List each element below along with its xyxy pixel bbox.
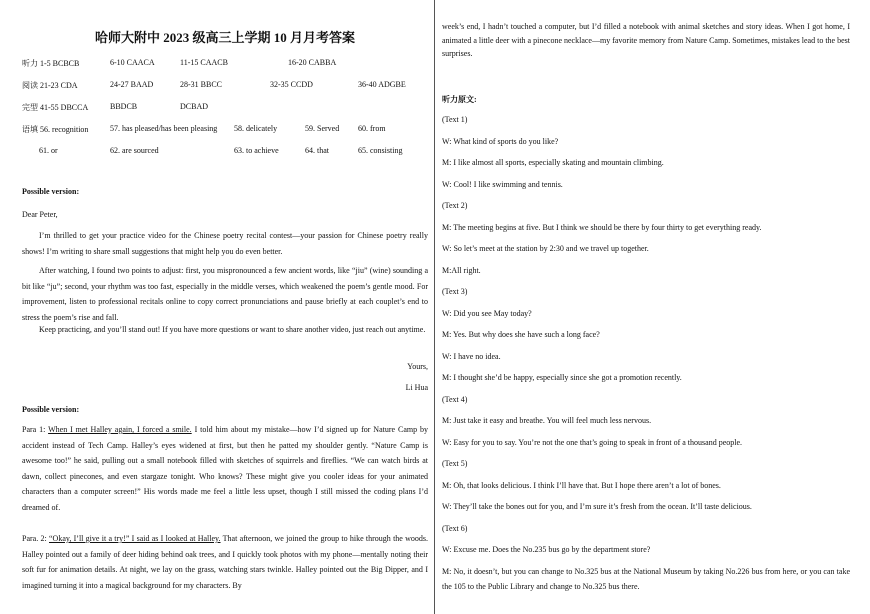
answers-grammar-2 [22,146,428,160]
right-column [442,0,850,614]
story-continuation: week’s end, I hadn’t touched a computer, but I’d filled a notebook with animal sketches and story ideas. When I got home, I animated a little deer with a pinecone necklace—my favorite memory from Nature Camp. Sometimes, mistakes lead to the best surprises. [442,22,850,58]
answer-cell: 65. consisting [358,146,403,155]
letter-salutation: Dear Peter, [22,210,58,219]
answer-cell: 阅读 21-23 CDA [22,81,78,90]
letter-paragraph: I’m thrilled to get your practice video for the Chinese poetry recital contest—your passion for Chinese poetry really shows! I’m writing to share small suggestions that might help you do even better. [22,231,428,256]
answer-cell: 36-40 ADGBE [358,80,406,89]
transcript-line: W: Cool! I like swimming and tennis. [442,179,563,189]
transcript-line: M: No, it doesn’t, but you can change to No.325 bus at the National Museum by taking No.226 bus from here, or you can take the 105 to the Public Library and change to No.325 bus there. [442,567,850,591]
transcript-line: W: So let’s meet at the station by 2:30 and we travel up together. [442,244,649,253]
answers-reading [22,80,428,94]
answer-cell: 语填 56. recognition [22,125,89,134]
transcript-heading: 听力原文: [442,95,477,104]
section-heading: Possible version: [22,187,80,196]
answer-cell: 64. that [305,146,329,155]
answer-cell: BBDCB [110,102,138,111]
answer-cell: 完型 41-55 DBCCA [22,103,89,112]
answers-cloze [22,102,428,116]
answer-cell: 61. or [39,146,58,155]
section-heading: Possible version: [22,405,80,414]
answer-cell: 11-15 CAACB [180,58,228,67]
answer-cell: 6-10 CAACA [110,58,155,67]
story-paragraph [22,422,428,515]
given-sentence: When I met Halley again, I forced a smile. [48,425,192,434]
transcript-line: (Text 3) [442,287,468,296]
answer-cell: 60. from [358,124,386,133]
answer-cell: 28-31 BBCC [180,80,223,89]
page-title: 哈师大附中 2023 级高三上学期 10 月月考答案 [94,30,355,45]
transcript-line: W: What kind of sports do you like? [442,136,559,146]
answers-listening [22,58,428,72]
answer-cell: 57. has pleased/has been pleasing [110,124,218,133]
transcript-line: M: I thought she’d be happy, especially since she got a promotion recently. [442,373,682,382]
transcript-line: M: Oh, that looks delicious. I think I’ll have that. But I hope there aren’t a lot of bones. [442,480,721,490]
left-column [22,0,428,614]
letter-paragraph: Keep practicing, and you’ll stand out! If you have more questions or want to share another video, just reach out anytime. [39,325,426,334]
letter-closing: Yours, [407,362,428,371]
answer-cell: 听力 1-5 BCBCB [22,59,80,68]
transcript-line: (Text 1) [442,115,468,124]
transcript-line: W: They’ll take the bones out for you, and I’m sure it’s fresh from the ocean. It’ll taste delicious. [442,502,752,511]
para-lead: Para. 2: [22,534,49,543]
answers-grammar-1 [22,124,428,138]
column-divider [434,0,435,614]
transcript-line: (Text 4) [442,394,468,404]
para-lead: Para 1: [22,425,49,434]
answer-cell: 63. to achieve [234,146,279,155]
transcript-line: W: I have no idea. [442,351,501,361]
answer-cell: 24-27 BAAD [110,80,154,89]
transcript-line: M: Yes. But why does she have such a long face? [442,330,600,339]
transcript-line: (Text 5) [442,459,468,468]
transcript-line: (Text 2) [442,201,468,210]
answer-cell: 32-35 CCDD [270,80,313,89]
transcript-line: W: Excuse me. Does the No.235 bus go by the department store? [442,545,651,554]
transcript-line: (Text 6) [442,523,468,533]
para-body: That afternoon, we joined the group to hike through the woods. Halley pointed out a family of deer hiding behind oak trees, and I quickly took photos with my phone—mentally noting their soft fur for animation details. At night, we lay on the grass, watching stars twinkle. Halley pointed out the Big Dipper, and I imagined turning it into a magical background for my characters. By [22,534,429,590]
para-body: I told him about my mistake—how I’d signed up for Nature Camp by accident instead of Tech Camp. Halley’s eyes widened at first, but then he patted my shoulder gently. “Nature Camp is awesome too!” he said, pulling out a small notebook filled with sketches of squirrels and fireflies. “We can watch birds at dawn, collect pinecones, and even stargaze tonight. Who knows? These might give you cooler ideas for your animated characters than a computer screen!” His words made me feel a little less upset, though I still missed the coding plans I’d dreamed of. [22,425,428,512]
answer-cell: DCBAD [180,102,209,111]
transcript-line: M:All right. [442,265,481,275]
transcript-line: M: The meeting begins at five. But I think we should be there by four thirty to get everything ready. [442,222,762,232]
answer-cell: 16-20 CABBA [288,58,337,67]
transcript-line: M: I like almost all sports, especially skating and mountain climbing. [442,158,664,167]
transcript-line: W: Did you see May today? [442,308,532,318]
story-paragraph [22,531,428,593]
letter-signature: Li Hua [405,383,428,392]
answer-cell: 58. delicately [234,124,278,133]
answer-cell: 59. Served [305,124,340,133]
letter-paragraph: After watching, I found two points to adjust: first, you mispronounced a few ancient words, like “jiu” (wine) sounding a bit like “ju”; second, your rhythm was too fast, especially in the middle verses, which weakened the poem’s gentle mood. For improvement, listen to professional recitals online to copy correct pronunciations and pause briefly at each couplet’s end to stress the poem’s rise and fall. [22,266,428,322]
transcript-line: M: Just take it easy and breathe. You will feel much less nervous. [442,416,652,425]
given-sentence: “Okay, I’ll give it a try!” I said as I looked at Halley. [49,534,221,543]
transcript-line: W: Easy for you to say. You’re not the one that’s going to speak in front of a thousand people. [442,437,743,447]
answer-cell: 62. are sourced [110,146,159,155]
